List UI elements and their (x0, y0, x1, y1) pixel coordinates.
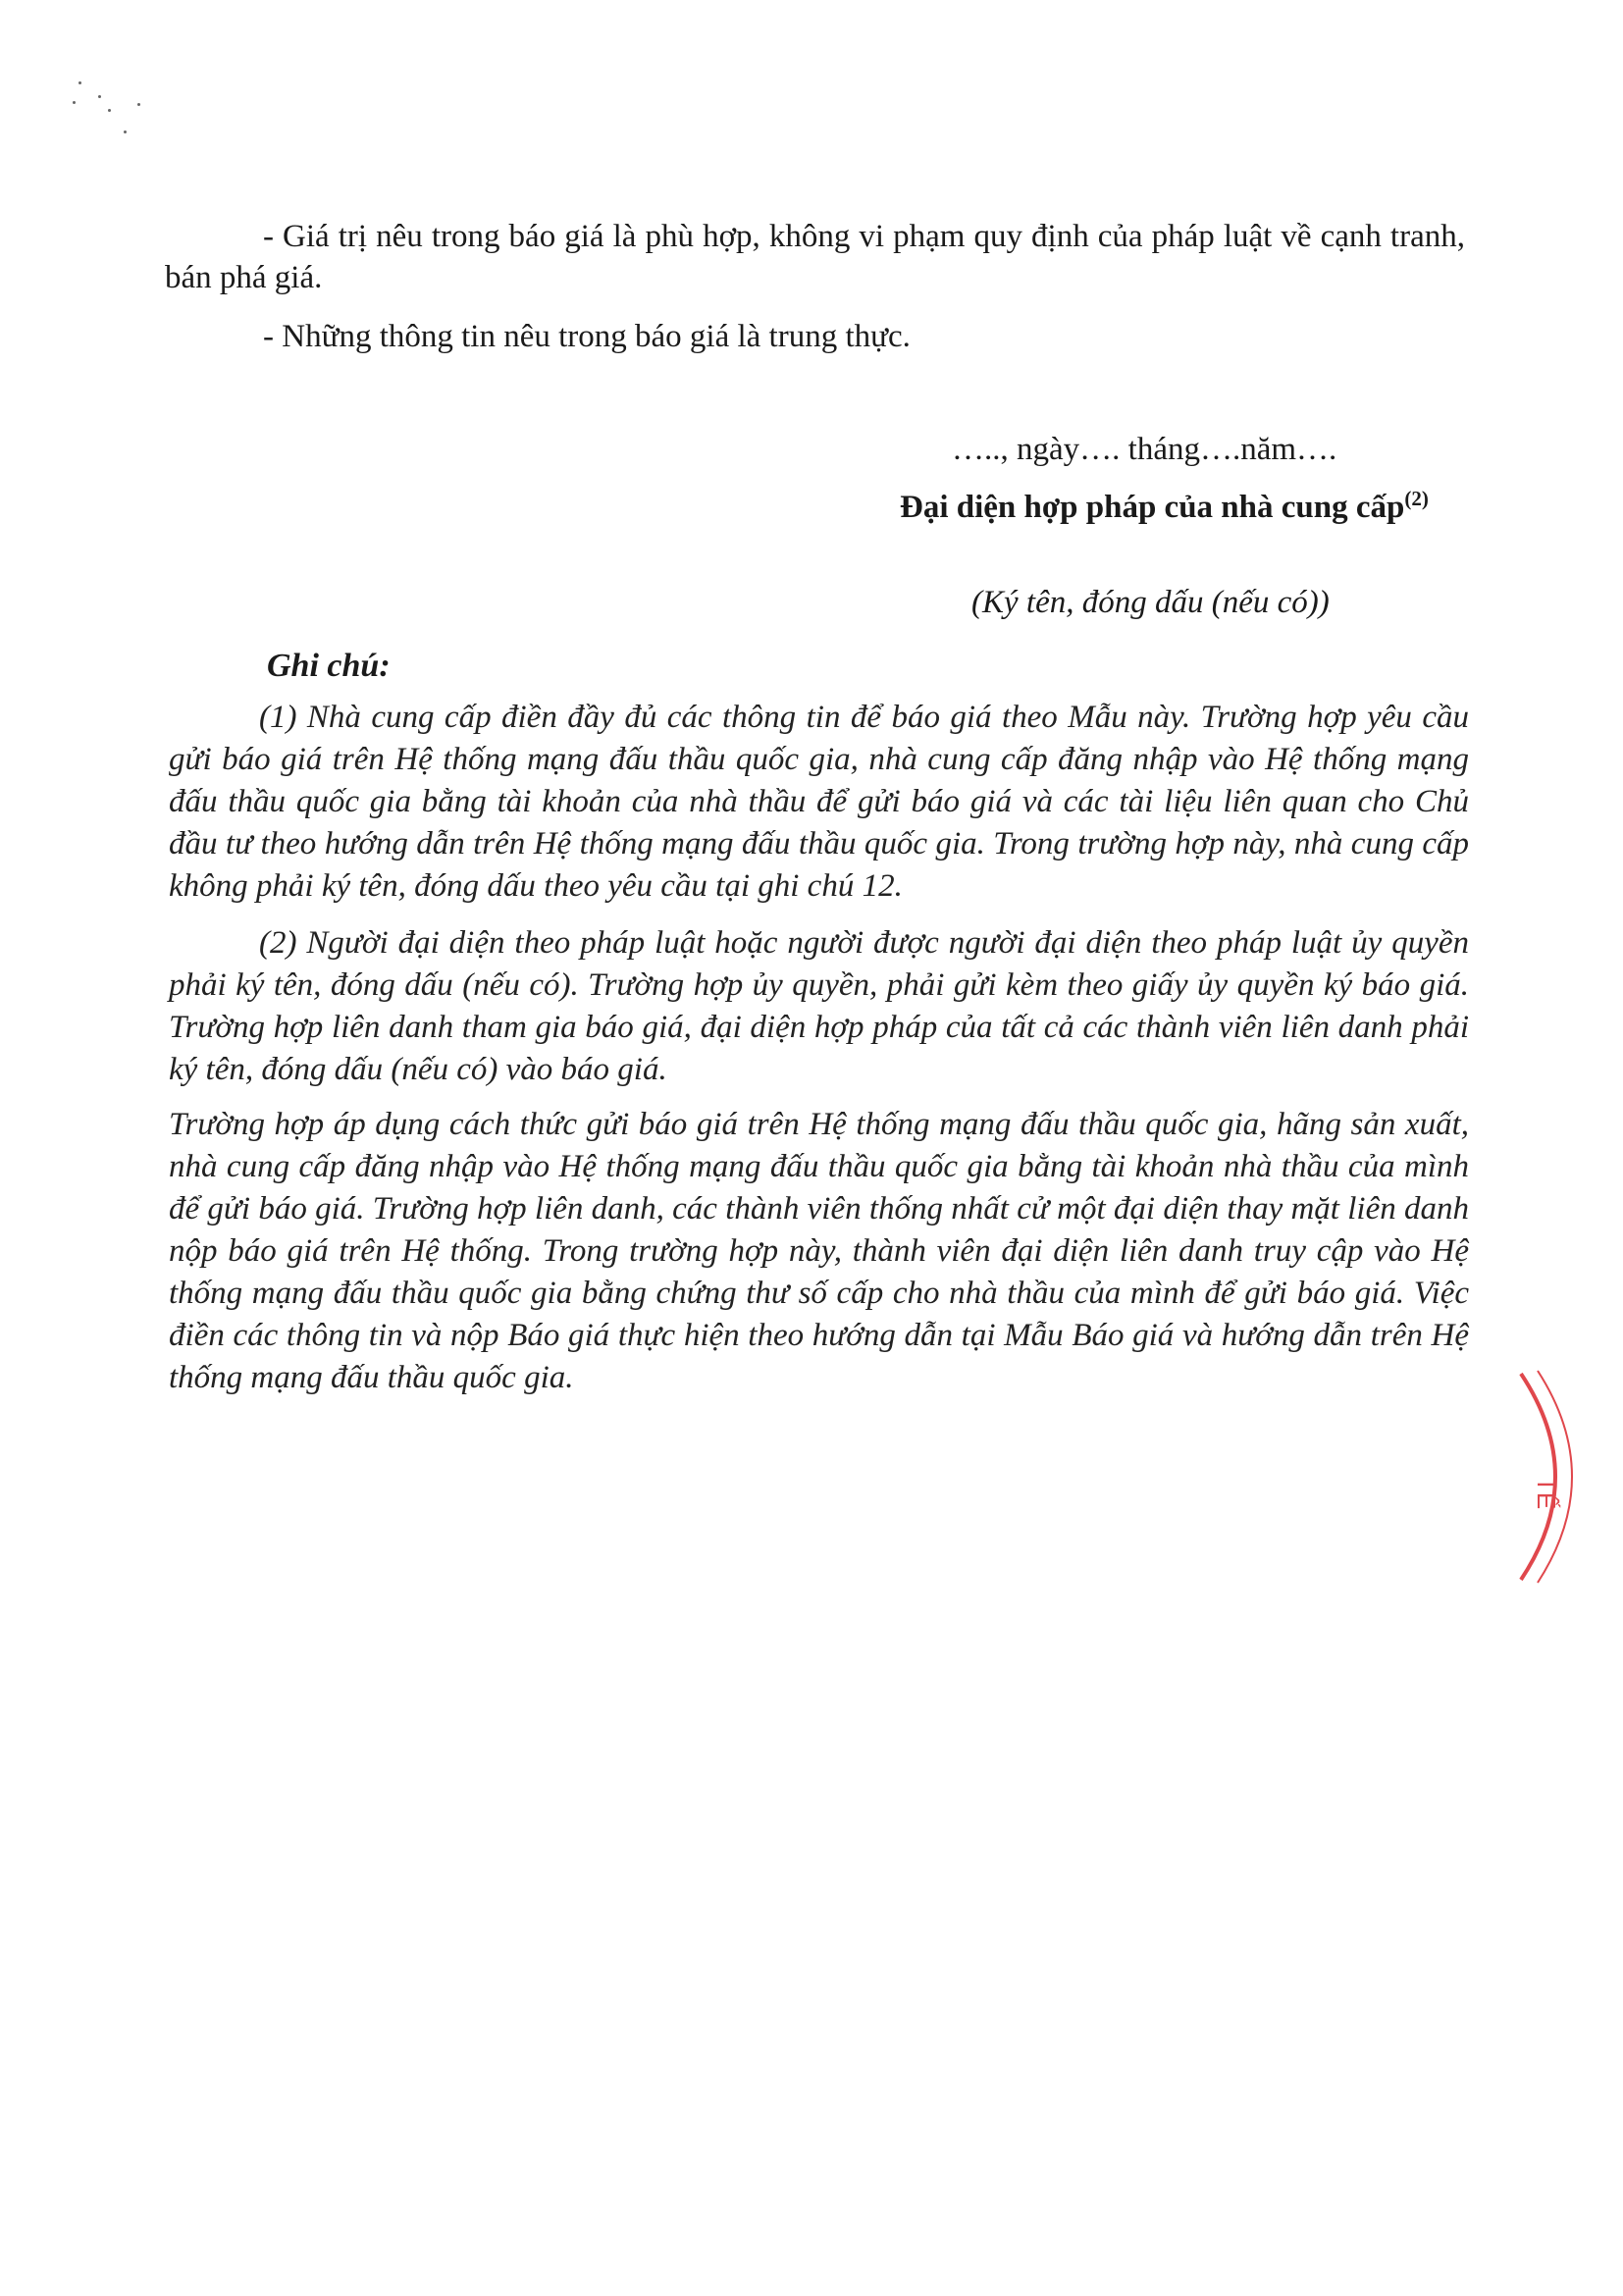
note-1: (1) Nhà cung cấp điền đầy đủ các thông tin để báo giá theo Mẫu này. Trường hợp yêu cầu gửi báo giá trên Hệ thống mạng đấu thầu quốc gia, nhà cung cấp đăng nhập vào Hệ thống mạng đấu thầu quốc gia bằng tài khoản của nhà thầu để gửi báo giá và các tài liệu liên quan cho Chủ đầu tư theo hướng dẫn trên Hệ thống mạng đấu thầu quốc gia. Trong trường hợp này, nhà cung cấp không phải ký tên, đóng dấu theo yêu cầu tại ghi chú 12. (169, 700, 1469, 904)
scan-specks (69, 74, 157, 142)
commitment-truthful-info: - Những thông tin nêu trong báo giá là trung thực. (263, 319, 911, 354)
seal-text: TẾ (1532, 1477, 1561, 1510)
commitment-price-compliance: - Giá trị nêu trong báo giá là phù hợp, không vi phạm quy định của pháp luật về cạnh tranh, bán phá giá. (165, 219, 1465, 295)
note-3: Trường hợp áp dụng cách thức gửi báo giá trên Hệ thống mạng đấu thầu quốc gia, hãng sản xuất, nhà cung cấp đăng nhập vào Hệ thống mạng đấu thầu quốc gia bằng tài khoản nhà thầu của mình để gửi báo giá. Trường hợp liên danh, các thành viên thống nhất cử một đại diện thay mặt liên danh nộp báo giá trên Hệ thống. Trong trường hợp này, thành viên đại diện liên danh truy cập vào Hệ thống mạng đấu thầu quốc gia bằng chứng thư số cấp cho nhà thầu của mình để gửi báo giá. Việc điền các thông tin và nộp Báo giá thực hiện theo hướng dẫn tại Mẫu Báo giá và hướng dẫn trên Hệ thống mạng đấu thầu quốc gia. (169, 1107, 1469, 1395)
note-2: (2) Người đại diện theo pháp luật hoặc người được người đại diện theo pháp luật ủy quyền phải ký tên, đóng dấu (nếu có). Trường hợp ủy quyền, phải gửi kèm theo giấy ủy quyền ký báo giá. Trường hợp liên danh tham gia báo giá, đại diện hợp pháp của tất cả các thành viên liên danh phải ký tên, đóng dấu (nếu có) vào báo giá. (169, 925, 1469, 1087)
red-seal-fragment (1477, 1349, 1604, 1604)
date-line: ….., ngày…. tháng….năm…. (952, 432, 1337, 467)
representative-title: Đại diện hợp pháp của nhà cung cấp$^{(2)}$ (900, 487, 1429, 525)
signature-instruction: (Ký tên, đóng dấu (nếu có)) (971, 585, 1330, 620)
notes-heading: Ghi chú: (267, 648, 391, 684)
footnote-ref: (2) (1404, 487, 1429, 510)
